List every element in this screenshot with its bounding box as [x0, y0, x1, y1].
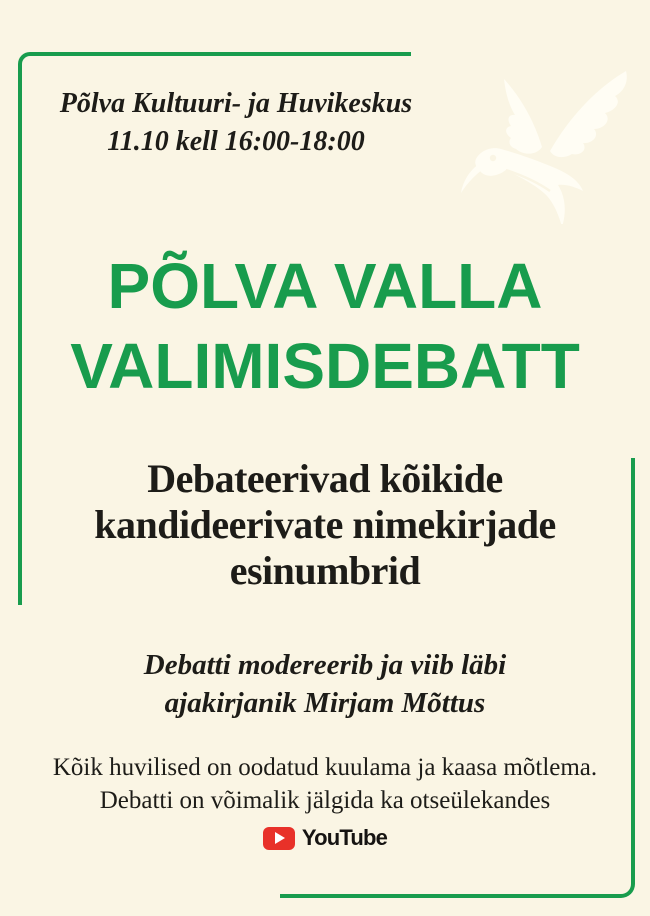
play-triangle-icon	[275, 832, 285, 844]
poster-title	[0, 246, 650, 406]
moderator-note	[0, 646, 650, 722]
youtube-wordmark: YouTube	[301, 825, 388, 850]
youtube-logo	[0, 826, 650, 850]
subtitle-line1: Debateerivad kõikide	[147, 456, 503, 501]
event-info	[25, 85, 447, 161]
venue-name: Põlva Kultuuri- ja Huvikeskus	[59, 88, 413, 119]
footer-note	[0, 751, 650, 817]
poster-title-line1: PÕLVA VALLA	[107, 250, 543, 322]
poster-title-line2: VALIMISDEBATT	[70, 330, 580, 402]
event-datetime: 11.10 kell 16:00-18:00	[107, 126, 365, 157]
moderator-line2: ajakirjanik Mirjam Mõttus	[164, 687, 486, 719]
footer-line1: Kõik huvilised on oodatud kuulama ja kaasa mõtlema.	[52, 754, 598, 781]
footer-line2: Debatti on võimalik jälgida ka otseülekandes	[99, 787, 551, 814]
subtitle-line2: kandideerivate nimekirjade	[94, 502, 556, 547]
moderator-line1: Debatti modereerib ja viib läbi	[143, 649, 507, 681]
youtube-play-icon	[263, 827, 295, 850]
subtitle-line3: esinumbrid	[229, 548, 421, 593]
hummingbird-icon	[454, 62, 644, 224]
subtitle	[0, 456, 650, 594]
